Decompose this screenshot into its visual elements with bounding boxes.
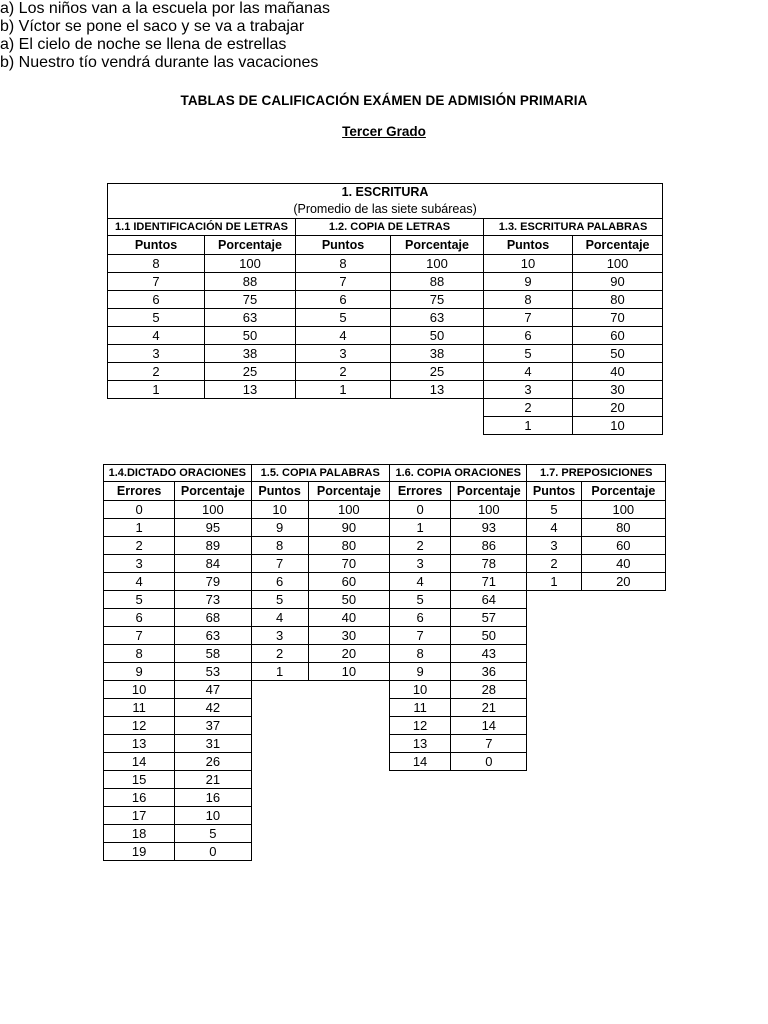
table-row <box>104 573 666 591</box>
table-row <box>108 363 663 381</box>
percent-cell: 80 <box>308 537 389 555</box>
score-cell: 6 <box>484 327 573 345</box>
dictado-copia-table <box>103 464 666 861</box>
score-cell: 7 <box>389 627 450 645</box>
empty-cell <box>251 717 308 735</box>
percent-cell: 78 <box>451 555 527 573</box>
score-cell: 2 <box>296 363 391 381</box>
percent-cell: 90 <box>308 519 389 537</box>
percent-cell: 21 <box>175 771 251 789</box>
empty-cell <box>581 717 665 735</box>
score-cell: 4 <box>104 573 175 591</box>
empty-cell <box>308 789 389 807</box>
percent-cell: 40 <box>308 609 389 627</box>
note-line: a) El cielo de noche se llena de estrellas <box>0 36 287 53</box>
score-cell: 1 <box>296 381 391 399</box>
empty-cell <box>527 645 581 663</box>
score-cell: 3 <box>251 627 308 645</box>
score-cell: 18 <box>104 825 175 843</box>
empty-cell <box>451 825 527 843</box>
score-cell: 10 <box>484 255 573 273</box>
table-row <box>104 645 666 663</box>
score-cell: 8 <box>389 645 450 663</box>
notes-dictado <box>0 0 768 36</box>
percent-cell: 13 <box>391 381 484 399</box>
empty-cell <box>581 789 665 807</box>
empty-cell <box>251 681 308 699</box>
score-cell: 2 <box>108 363 205 381</box>
empty-cell <box>389 807 450 825</box>
percent-cell: 60 <box>581 537 665 555</box>
empty-cell <box>581 663 665 681</box>
percent-cell: 14 <box>451 717 527 735</box>
empty-cell <box>581 591 665 609</box>
table-row <box>108 417 663 435</box>
score-cell: 5 <box>104 591 175 609</box>
percent-cell: 37 <box>175 717 251 735</box>
percent-cell: 0 <box>175 843 251 861</box>
empty-cell <box>581 645 665 663</box>
column-header: Puntos <box>251 482 308 501</box>
escritura-heading: 1. ESCRITURA <box>108 184 663 202</box>
score-cell: 0 <box>389 501 450 519</box>
note-line: a) Los niños van a la escuela por las mañanas <box>0 0 330 17</box>
page-subtitle: Tercer Grado <box>342 124 426 139</box>
score-cell: 3 <box>389 555 450 573</box>
percent-cell: 100 <box>391 255 484 273</box>
column-header: Puntos <box>527 482 581 501</box>
percent-cell: 28 <box>451 681 527 699</box>
empty-cell <box>451 807 527 825</box>
empty-cell <box>389 843 450 861</box>
score-cell: 14 <box>104 753 175 771</box>
empty-cell <box>251 735 308 753</box>
table-row <box>104 519 666 537</box>
percent-cell: 42 <box>175 699 251 717</box>
empty-cell <box>581 681 665 699</box>
score-cell: 17 <box>104 807 175 825</box>
score-cell: 7 <box>296 273 391 291</box>
empty-cell <box>308 681 389 699</box>
empty-cell <box>581 807 665 825</box>
percent-cell: 50 <box>308 591 389 609</box>
column-header: Puntos <box>108 236 205 255</box>
table-row <box>104 807 666 825</box>
table-row <box>108 273 663 291</box>
score-cell: 4 <box>389 573 450 591</box>
score-cell: 2 <box>251 645 308 663</box>
percent-cell: 100 <box>308 501 389 519</box>
percent-cell: 79 <box>175 573 251 591</box>
notes-copia-oraciones <box>0 36 768 72</box>
score-cell: 3 <box>296 345 391 363</box>
percent-cell: 50 <box>205 327 296 345</box>
percent-cell: 43 <box>451 645 527 663</box>
percent-cell: 100 <box>175 501 251 519</box>
table-row <box>108 327 663 345</box>
score-cell: 13 <box>389 735 450 753</box>
column-header: Porcentaje <box>175 482 251 501</box>
empty-cell <box>527 591 581 609</box>
empty-cell <box>308 807 389 825</box>
score-cell: 19 <box>104 843 175 861</box>
table-row <box>104 609 666 627</box>
score-cell: 8 <box>484 291 573 309</box>
table-row <box>104 627 666 645</box>
percent-cell: 63 <box>391 309 484 327</box>
score-cell: 8 <box>108 255 205 273</box>
empty-cell <box>251 825 308 843</box>
column-header: Errores <box>389 482 450 501</box>
score-cell: 12 <box>104 717 175 735</box>
empty-cell <box>527 771 581 789</box>
score-cell: 1 <box>104 519 175 537</box>
table-row <box>108 255 663 273</box>
score-cell: 9 <box>104 663 175 681</box>
column-header: Porcentaje <box>205 236 296 255</box>
empty-cell <box>581 735 665 753</box>
score-cell: 7 <box>104 627 175 645</box>
empty-cell <box>205 417 296 435</box>
percent-cell: 13 <box>205 381 296 399</box>
empty-cell <box>527 843 581 861</box>
empty-cell <box>389 789 450 807</box>
empty-cell <box>296 417 391 435</box>
column-header: Puntos <box>296 236 391 255</box>
escritura-table <box>107 183 663 435</box>
empty-cell <box>527 699 581 717</box>
section-title: 1.4.DICTADO ORACIONES <box>104 465 252 482</box>
table-row <box>104 735 666 753</box>
column-header: Porcentaje <box>573 236 663 255</box>
section-title: 1.2. COPIA DE LETRAS <box>296 219 484 236</box>
score-cell: 8 <box>251 537 308 555</box>
score-cell: 2 <box>527 555 581 573</box>
percent-cell: 100 <box>451 501 527 519</box>
percent-cell: 64 <box>451 591 527 609</box>
empty-cell <box>389 825 450 843</box>
score-cell: 6 <box>389 609 450 627</box>
percent-cell: 36 <box>451 663 527 681</box>
table-row <box>104 789 666 807</box>
empty-cell <box>527 753 581 771</box>
empty-cell <box>251 789 308 807</box>
empty-cell <box>391 399 484 417</box>
percent-cell: 25 <box>391 363 484 381</box>
score-cell: 2 <box>389 537 450 555</box>
score-cell: 4 <box>484 363 573 381</box>
empty-cell <box>581 771 665 789</box>
score-cell: 5 <box>484 345 573 363</box>
percent-cell: 80 <box>581 519 665 537</box>
percent-cell: 10 <box>175 807 251 825</box>
score-cell: 5 <box>527 501 581 519</box>
percent-cell: 50 <box>391 327 484 345</box>
empty-cell <box>527 807 581 825</box>
score-cell: 11 <box>389 699 450 717</box>
note-line: b) Nuestro tío vendrá durante las vacaciones <box>0 54 319 71</box>
score-cell: 5 <box>251 591 308 609</box>
percent-cell: 63 <box>175 627 251 645</box>
empty-cell <box>581 825 665 843</box>
empty-cell <box>451 843 527 861</box>
escritura-subheading: (Promedio de las siete subáreas) <box>108 201 663 219</box>
score-cell: 10 <box>251 501 308 519</box>
percent-cell: 40 <box>573 363 663 381</box>
score-cell: 2 <box>104 537 175 555</box>
empty-cell <box>581 627 665 645</box>
percent-cell: 75 <box>205 291 296 309</box>
section-title: 1.5. COPIA PALABRAS <box>251 465 389 482</box>
column-header: Porcentaje <box>451 482 527 501</box>
column-header: Puntos <box>484 236 573 255</box>
empty-cell <box>391 417 484 435</box>
percent-cell: 100 <box>581 501 665 519</box>
percent-cell: 50 <box>451 627 527 645</box>
section-title: 1.3. ESCRITURA PALABRAS <box>484 219 663 236</box>
table-row <box>104 663 666 681</box>
percent-cell: 89 <box>175 537 251 555</box>
empty-cell <box>581 699 665 717</box>
score-cell: 7 <box>108 273 205 291</box>
percent-cell: 100 <box>573 255 663 273</box>
table-row <box>104 753 666 771</box>
empty-cell <box>251 843 308 861</box>
score-cell: 6 <box>108 291 205 309</box>
score-cell: 1 <box>389 519 450 537</box>
score-cell: 4 <box>251 609 308 627</box>
percent-cell: 93 <box>451 519 527 537</box>
score-cell: 8 <box>296 255 391 273</box>
percent-cell: 53 <box>175 663 251 681</box>
percent-cell: 57 <box>451 609 527 627</box>
score-cell: 4 <box>296 327 391 345</box>
percent-cell: 90 <box>573 273 663 291</box>
percent-cell: 80 <box>573 291 663 309</box>
percent-cell: 0 <box>451 753 527 771</box>
percent-cell: 10 <box>573 417 663 435</box>
percent-cell: 88 <box>391 273 484 291</box>
table-row <box>104 555 666 573</box>
score-cell: 16 <box>104 789 175 807</box>
score-cell: 15 <box>104 771 175 789</box>
percent-cell: 38 <box>205 345 296 363</box>
table-row <box>108 381 663 399</box>
empty-cell <box>108 399 205 417</box>
percent-cell: 40 <box>581 555 665 573</box>
score-cell: 3 <box>104 555 175 573</box>
score-cell: 11 <box>104 699 175 717</box>
percent-cell: 70 <box>573 309 663 327</box>
percent-cell: 5 <box>175 825 251 843</box>
empty-cell <box>527 681 581 699</box>
score-cell: 6 <box>104 609 175 627</box>
score-cell: 9 <box>389 663 450 681</box>
percent-cell: 30 <box>573 381 663 399</box>
score-cell: 14 <box>389 753 450 771</box>
empty-cell <box>251 699 308 717</box>
table-row <box>104 537 666 555</box>
score-cell: 13 <box>104 735 175 753</box>
percent-cell: 50 <box>573 345 663 363</box>
percent-cell: 31 <box>175 735 251 753</box>
table-row <box>104 699 666 717</box>
score-cell: 3 <box>108 345 205 363</box>
table-row <box>104 681 666 699</box>
empty-cell <box>527 735 581 753</box>
column-header: Porcentaje <box>581 482 665 501</box>
score-cell: 5 <box>108 309 205 327</box>
score-cell: 10 <box>389 681 450 699</box>
percent-cell: 20 <box>308 645 389 663</box>
empty-cell <box>527 825 581 843</box>
percent-cell: 68 <box>175 609 251 627</box>
empty-cell <box>451 789 527 807</box>
score-cell: 1 <box>251 663 308 681</box>
percent-cell: 63 <box>205 309 296 327</box>
percent-cell: 58 <box>175 645 251 663</box>
section-title: 1.1 IDENTIFICACIÓN DE LETRAS <box>108 219 296 236</box>
section-header-row <box>108 219 663 236</box>
score-cell: 4 <box>527 519 581 537</box>
score-cell: 7 <box>484 309 573 327</box>
empty-cell <box>527 789 581 807</box>
percent-cell: 84 <box>175 555 251 573</box>
percent-cell: 7 <box>451 735 527 753</box>
empty-cell <box>308 825 389 843</box>
empty-cell <box>308 717 389 735</box>
percent-cell: 70 <box>308 555 389 573</box>
percent-cell: 26 <box>175 753 251 771</box>
empty-cell <box>251 807 308 825</box>
percent-cell: 30 <box>308 627 389 645</box>
percent-cell: 60 <box>573 327 663 345</box>
percent-cell: 60 <box>308 573 389 591</box>
percent-cell: 75 <box>391 291 484 309</box>
percent-cell: 47 <box>175 681 251 699</box>
percent-cell: 86 <box>451 537 527 555</box>
score-cell: 7 <box>251 555 308 573</box>
column-header: Porcentaje <box>391 236 484 255</box>
escritura-heading-row <box>108 184 663 202</box>
score-cell: 3 <box>484 381 573 399</box>
column-header: Porcentaje <box>308 482 389 501</box>
table-row <box>104 501 666 519</box>
percent-cell: 21 <box>451 699 527 717</box>
empty-cell <box>308 735 389 753</box>
table-row <box>104 717 666 735</box>
empty-cell <box>251 771 308 789</box>
score-cell: 5 <box>389 591 450 609</box>
table-row <box>104 771 666 789</box>
table-row <box>108 291 663 309</box>
note-line: b) Víctor se pone el saco y se va a trabajar <box>0 18 305 35</box>
empty-cell <box>581 753 665 771</box>
column-header: Errores <box>104 482 175 501</box>
percent-cell: 71 <box>451 573 527 591</box>
escritura-subheading-row <box>108 201 663 219</box>
score-cell: 1 <box>484 417 573 435</box>
empty-cell <box>296 399 391 417</box>
percent-cell: 16 <box>175 789 251 807</box>
percent-cell: 88 <box>205 273 296 291</box>
section-title: 1.6. COPIA ORACIONES <box>389 465 526 482</box>
score-cell: 6 <box>296 291 391 309</box>
score-cell: 5 <box>296 309 391 327</box>
score-cell: 1 <box>108 381 205 399</box>
page-title: TABLAS DE CALIFICACIÓN EXÁMEN DE ADMISIÓN PRIMARIA <box>180 93 588 108</box>
percent-cell: 25 <box>205 363 296 381</box>
score-cell: 10 <box>104 681 175 699</box>
empty-cell <box>308 843 389 861</box>
empty-cell <box>527 663 581 681</box>
score-cell: 8 <box>104 645 175 663</box>
section-header-row <box>104 465 666 482</box>
table-row <box>108 399 663 417</box>
percent-cell: 10 <box>308 663 389 681</box>
empty-cell <box>527 717 581 735</box>
table-row <box>104 825 666 843</box>
score-cell: 4 <box>108 327 205 345</box>
empty-cell <box>308 753 389 771</box>
section-title: 1.7. PREPOSICIONES <box>527 465 666 482</box>
column-header-row <box>104 482 666 501</box>
empty-cell <box>527 609 581 627</box>
score-cell: 9 <box>251 519 308 537</box>
empty-cell <box>108 417 205 435</box>
percent-cell: 95 <box>175 519 251 537</box>
percent-cell: 100 <box>205 255 296 273</box>
empty-cell <box>308 771 389 789</box>
empty-cell <box>251 753 308 771</box>
table-row <box>108 345 663 363</box>
score-cell: 6 <box>251 573 308 591</box>
table-row <box>104 843 666 861</box>
score-cell: 12 <box>389 717 450 735</box>
score-cell: 0 <box>104 501 175 519</box>
table-row <box>104 591 666 609</box>
empty-cell <box>527 627 581 645</box>
empty-cell <box>308 699 389 717</box>
percent-cell: 38 <box>391 345 484 363</box>
empty-cell <box>389 771 450 789</box>
empty-cell <box>581 843 665 861</box>
score-cell: 9 <box>484 273 573 291</box>
percent-cell: 20 <box>573 399 663 417</box>
percent-cell: 73 <box>175 591 251 609</box>
column-header-row <box>108 236 663 255</box>
empty-cell <box>581 609 665 627</box>
score-cell: 1 <box>527 573 581 591</box>
empty-cell <box>205 399 296 417</box>
table-row <box>108 309 663 327</box>
score-cell: 3 <box>527 537 581 555</box>
empty-cell <box>451 771 527 789</box>
percent-cell: 20 <box>581 573 665 591</box>
score-cell: 2 <box>484 399 573 417</box>
